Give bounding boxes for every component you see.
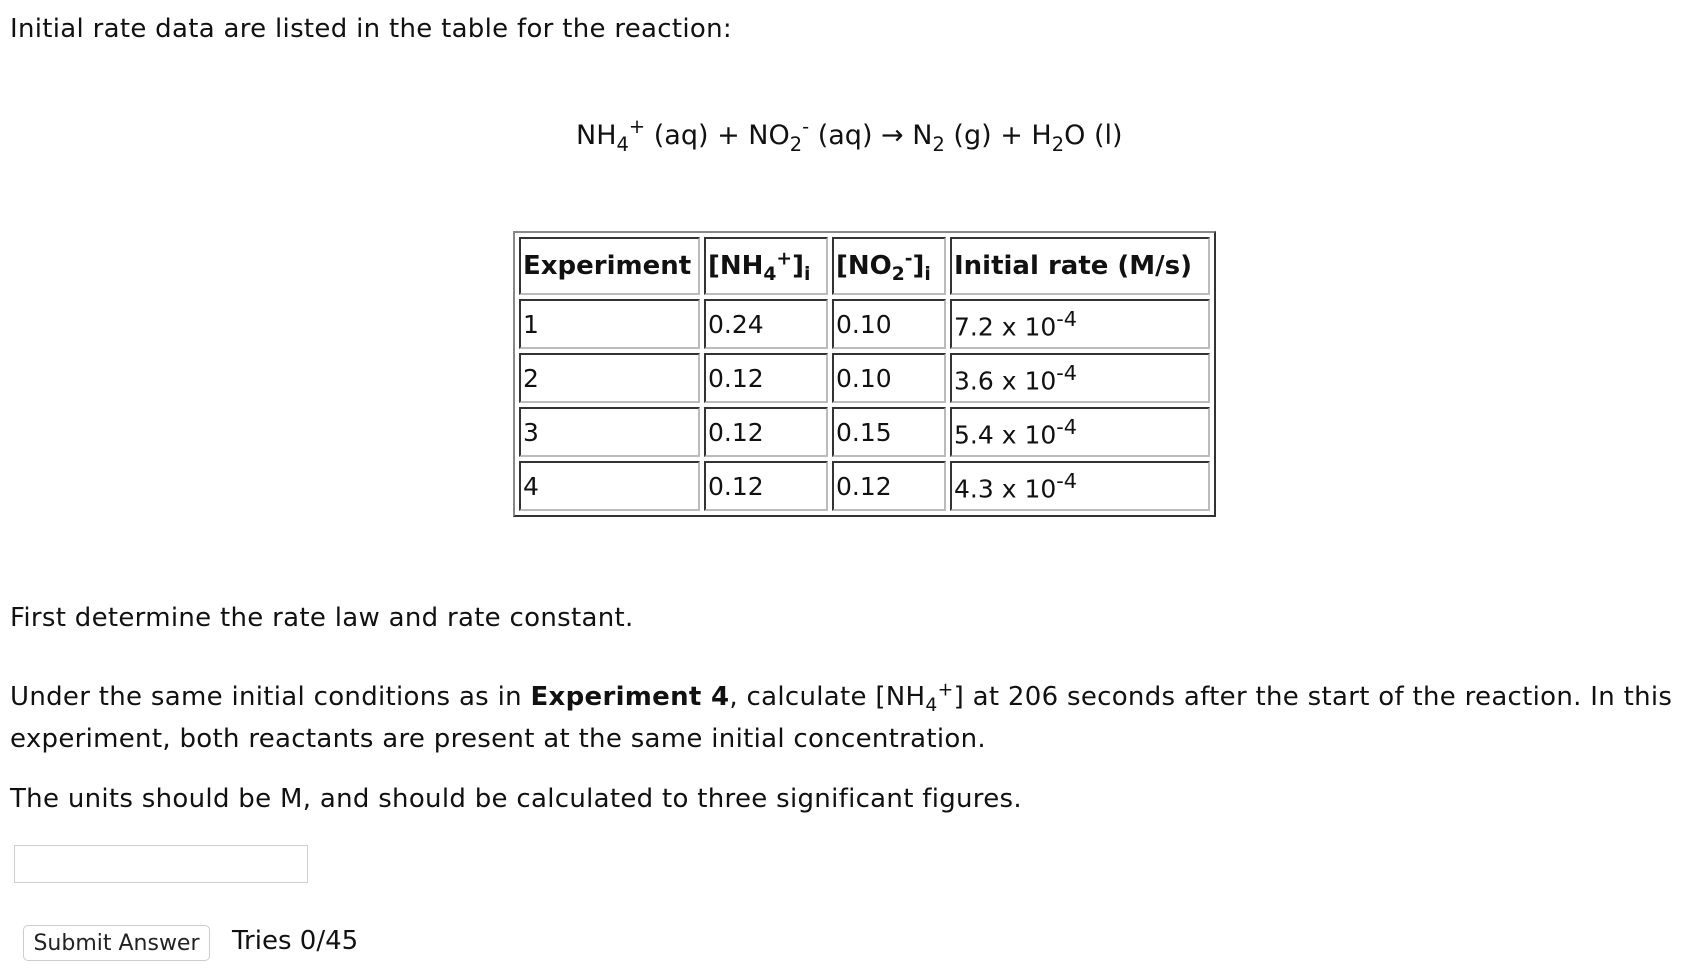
eq-part: O (l) [1064,120,1123,151]
cell-experiment: 2 [519,353,700,403]
reaction-equation [576,115,1123,157]
cell-no2: 0.10 [832,299,946,349]
table-row [519,407,1210,457]
cell-nh4: 0.12 [704,461,828,511]
cell-rate: 7.2 x $10^{-4}$ [950,299,1210,349]
eq-sub: 2 [1051,133,1065,157]
experiment-4-bold: Experiment 4 [530,682,730,712]
table-row [519,461,1210,511]
eq-part: NH [576,120,617,151]
eq-part: (aq) + NO [645,120,790,151]
cell-no2: 0.15 [832,407,946,457]
eq-sup: - [802,115,810,139]
question-text: Under the same initial conditions as in Experiment 4, calculate $[NH_4^+]$ at 206 seconds after the start of the reaction. In this experiment, both reactants are present at the same initial concentration. [10,679,1673,754]
rate-table-wrapper [513,231,1216,517]
cell-rate: 5.4 x $10^{-4}$ [950,407,1210,457]
cell-nh4: 0.24 [704,299,828,349]
cell-rate: 3.6 x $10^{-4}$ [950,353,1210,403]
header-initial-rate: Initial rate (M/s) [950,237,1210,295]
instruction-rate-law: First determine the rate law and rate constant. [10,603,634,633]
eq-sub: 4 [616,133,629,157]
cell-experiment: 3 [519,407,700,457]
cell-experiment: 1 [519,299,700,349]
cell-rate: 4.3 x $10^{-4}$ [950,461,1210,511]
eq-sup: + [628,115,646,139]
cell-no2: 0.10 [832,353,946,403]
tries-counter: Tries 0/45 [232,926,359,956]
table-row [519,299,1210,349]
eq-part: (aq) → N [809,120,933,151]
submit-answer-button[interactable]: Submit Answer [23,925,210,961]
eq-sub: 2 [932,133,945,157]
header-experiment: Experiment [519,237,700,295]
cell-experiment: 4 [519,461,700,511]
header-nh4-concentration: $[NH_4^+]_i$ [704,237,828,295]
rate-data-table [513,231,1216,517]
table-row [519,353,1210,403]
cell-nh4: 0.12 [704,353,828,403]
cell-no2: 0.12 [832,461,946,511]
intro-text: Initial rate data are listed in the table for the reaction: [10,14,732,44]
cell-nh4: 0.12 [704,407,828,457]
eq-sub: 2 [789,133,803,157]
units-instruction: The units should be M, and should be calculated to three significant figures. [10,784,1022,814]
answer-input[interactable] [14,845,308,883]
header-no2-concentration: $[NO_2^-]_i$ [832,237,946,295]
table-header-row [519,237,1210,295]
eq-part: (g) + H [944,120,1052,151]
